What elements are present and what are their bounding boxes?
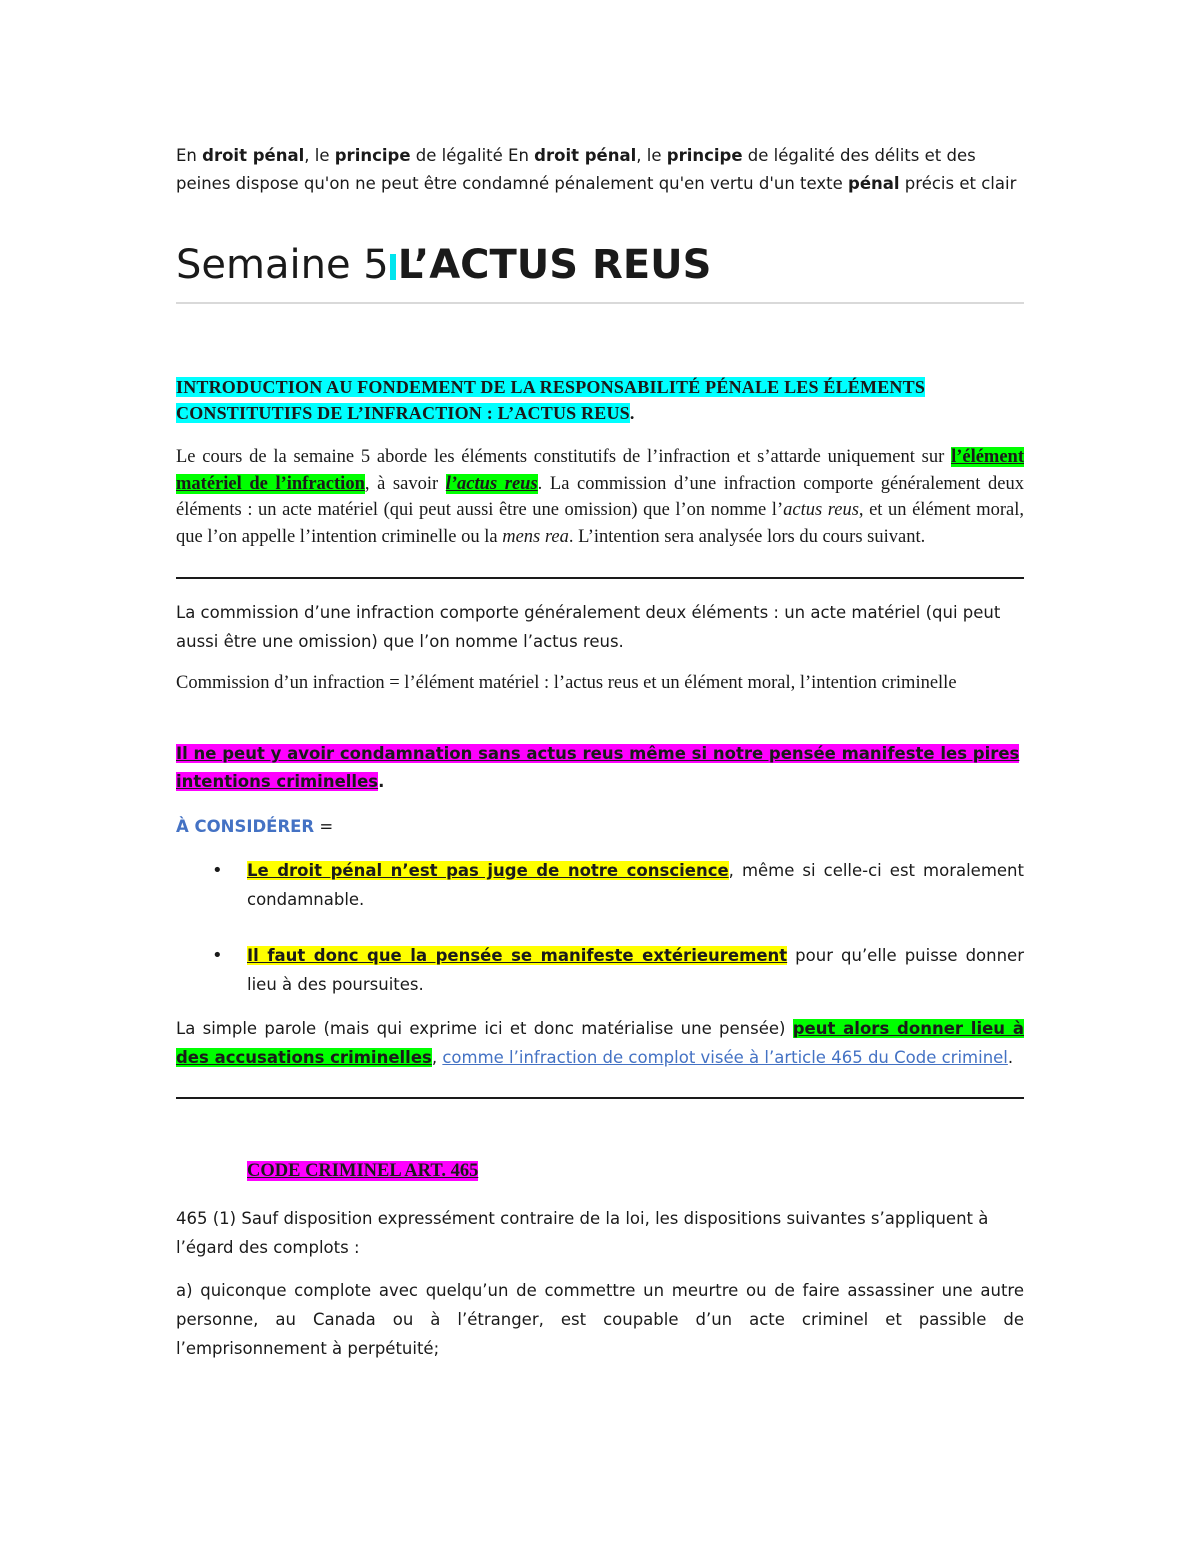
no-conviction-trail: . bbox=[378, 772, 385, 791]
code-heading-highlight: CODE CRIMINEL ART. 465 bbox=[247, 1161, 479, 1181]
intro-heading bbox=[176, 374, 1024, 426]
section-divider bbox=[176, 577, 1024, 579]
considerer-trail: = bbox=[314, 817, 334, 836]
intro-text: , le bbox=[304, 146, 335, 165]
parole-text: La simple parole (mais qui exprime ici et donc matérialise une pensée) bbox=[176, 1019, 793, 1038]
cours-highlight-element: l’élément matériel de l’infraction bbox=[176, 447, 1024, 494]
no-conviction-highlight: Il ne peut y avoir condamnation sans actus reus même si notre pensée manifeste les pires intentions criminelles bbox=[176, 744, 1020, 791]
article-465-link[interactable]: comme l’infraction de complot visée à l’article 465 du Code criminel bbox=[442, 1048, 1008, 1067]
cours-text: . L’intention sera analysée lors du cours suivant. bbox=[568, 526, 926, 547]
bullet-item bbox=[176, 856, 1024, 914]
title-regular: Semaine 5 bbox=[176, 242, 389, 288]
text-cursor bbox=[390, 254, 396, 280]
parole-highlight: peut alors donner lieu à des accusations criminelles bbox=[176, 1019, 1024, 1067]
bullet-icon: • bbox=[212, 945, 223, 966]
intro-text: de légalité des délits et des peines dispose qu'on ne peut être condamné pénalement qu'en vertu d'un texte bbox=[176, 146, 976, 193]
intro-bold: principe bbox=[666, 146, 743, 165]
bullet-highlight: Il faut donc que la pensée se manifeste extérieurement bbox=[247, 946, 788, 965]
intro-bold: droit pénal bbox=[202, 146, 305, 165]
bullet-text: pour qu’elle puisse donner lieu à des poursuites. bbox=[247, 946, 1024, 994]
no-conviction-statement bbox=[176, 740, 1024, 796]
parole-paragraph bbox=[176, 1014, 1024, 1072]
cours-italic: actus reus bbox=[783, 500, 859, 520]
intro-bold: principe bbox=[334, 146, 411, 165]
bullet-text: , même si celle-ci est moralement condamnable. bbox=[247, 861, 1024, 909]
intro-text: précis et clair bbox=[899, 174, 1017, 193]
commission-paragraph: La commission d’une infraction comporte généralement deux éléments : un acte matériel (qui peut aussi être une omission) que l’on nomme l’actus reus. bbox=[176, 603, 1001, 651]
considerer-label bbox=[176, 814, 333, 840]
cours-text: . La commission d’une infraction comporte généralement deux éléments : un acte matériel (qui peut aussi être une omission) que l’on nomme l’ bbox=[176, 473, 1024, 520]
article-465-a-paragraph: a) quiconque complote avec quelqu’un de commettre un meurtre ou de faire assassiner une autre personne, au Canada ou à l’étranger, est coupable d’un acte criminel et passible de l’emprisonnement à perpétuité; bbox=[176, 1281, 1024, 1358]
cours-text: Le cours de la semaine 5 aborde les éléments constitutifs de l’infraction et s’attarde uniquement sur bbox=[176, 447, 952, 467]
bullet-icon: • bbox=[212, 860, 223, 881]
cours-highlight-actus: l’actus reus bbox=[445, 473, 538, 494]
bullet-highlight: Le droit pénal n’est pas juge de notre conscience bbox=[247, 861, 729, 880]
cours-text: , à savoir bbox=[364, 473, 446, 494]
intro-heading-trail: . bbox=[629, 403, 635, 423]
commission-summary: Commission d’un infraction = l’élément matériel : l’actus reus et un élément moral, l’intention criminelle bbox=[176, 673, 957, 693]
article-465-paragraph: 465 (1) Sauf disposition expressément contraire de la loi, les dispositions suivantes s’appliquent à l’égard des complots : bbox=[176, 1209, 989, 1257]
section-divider bbox=[176, 1097, 1024, 1099]
page-title[interactable] bbox=[176, 240, 1024, 290]
code-criminel-heading bbox=[247, 1158, 478, 1184]
cours-text: , et un élément moral, que l’on appelle l’intention criminelle ou la bbox=[176, 500, 1024, 547]
intro-bold: pénal bbox=[848, 174, 900, 193]
intro-text: de légalité En bbox=[410, 146, 535, 165]
intro-bold: droit pénal bbox=[534, 146, 637, 165]
considerer-text: À CONSIDÉRER bbox=[176, 817, 315, 836]
cours-paragraph bbox=[176, 444, 1024, 550]
intro-text: En bbox=[176, 146, 203, 165]
bullet-item bbox=[176, 941, 1024, 999]
parole-text: . bbox=[1007, 1048, 1014, 1067]
parole-text: , bbox=[431, 1048, 443, 1067]
title-divider bbox=[176, 302, 1024, 304]
intro-text: , le bbox=[636, 146, 667, 165]
cours-italic: mens rea bbox=[502, 526, 569, 547]
intro-paragraph bbox=[176, 142, 1024, 198]
intro-heading-highlight: INTRODUCTION AU FONDEMENT DE LA RESPONSABILITÉ PÉNALE LES ÉLÉMENTS CONSTITUTIFS DE L’INFRACTION : L’ACTUS REUS bbox=[176, 377, 926, 423]
title-bold: L’ACTUS REUS bbox=[397, 242, 712, 288]
